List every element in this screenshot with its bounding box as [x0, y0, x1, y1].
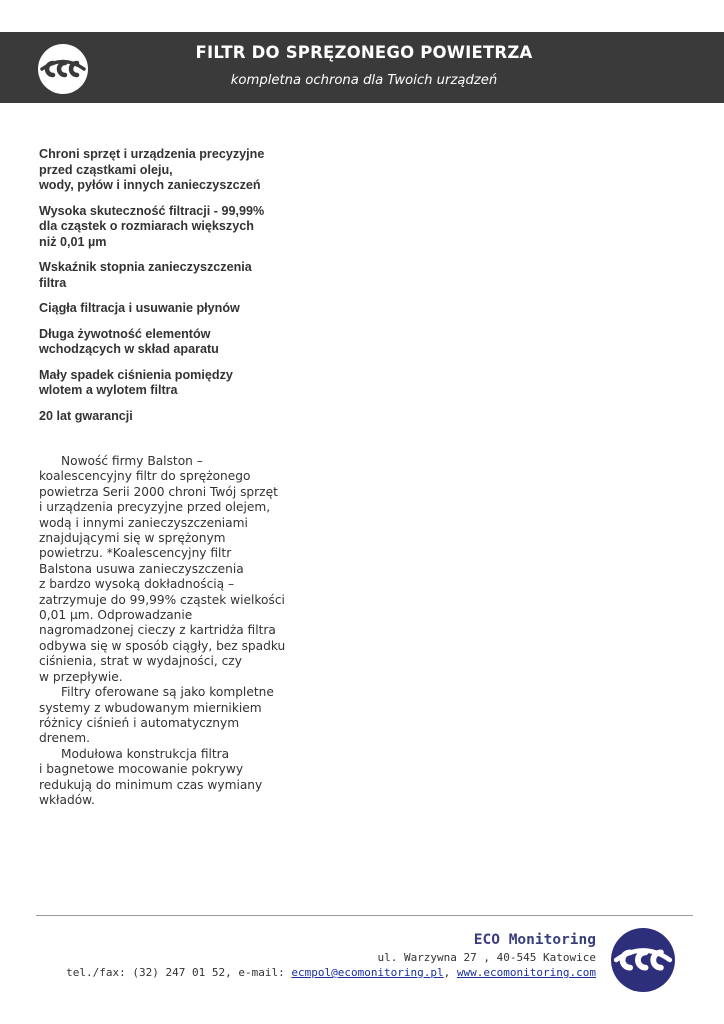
feature-line: wlotem a wylotem filtra	[39, 383, 178, 397]
page-title: FILTR DO SPRĘZONEGO POWIETRZA	[195, 43, 533, 62]
body-line: koalescencyjny filtr do sprężonego	[39, 469, 251, 484]
body-line: różnicy ciśnień i automatycznym	[39, 715, 240, 730]
company-contact	[66, 966, 596, 979]
body-line: Nowość firmy Balston –	[61, 454, 203, 468]
body-line: znajdującymi się w sprężonym	[39, 531, 226, 546]
body-line: wkładów.	[39, 792, 95, 806]
body-paragraph	[39, 454, 289, 685]
body-line: 0,01 µm. Odprowadzanie	[39, 608, 193, 623]
body-line: w przepływie.	[39, 669, 123, 684]
feature-line: dla cząstek o rozmiarach większych	[39, 219, 254, 233]
body-line: powietrza Serii 2000 chroni Twój sprzęt	[39, 484, 278, 499]
body-line: systemy z wbudowanym miernikiem	[39, 700, 262, 715]
footer-divider	[36, 915, 693, 916]
feature-item	[39, 301, 309, 317]
body-line: nagromadzonej cieczy z kartridża filtra	[39, 623, 276, 638]
body-line: ciśnienia, strat w wydajności, czy	[39, 654, 242, 669]
feature-line: Mały spadek ciśnienia pomiędzy	[39, 367, 233, 382]
header-banner	[0, 32, 724, 103]
feature-item	[39, 409, 309, 425]
body-line: i bagnetowe mocowanie pokrywy	[39, 762, 244, 777]
company-name: ECO Monitoring	[473, 932, 596, 948]
feature-line: Chroni sprzęt i urządzenia precyzyjne	[39, 147, 265, 161]
contact-separator: ,	[443, 966, 457, 979]
body-line: i urządzenia precyzyjne przed olejem,	[39, 500, 271, 515]
feature-line: wchodzących w skład aparatu	[39, 342, 219, 356]
body-text	[39, 454, 289, 806]
feature-list	[39, 147, 309, 434]
body-line: Balstona usuwa zanieczyszczenia	[39, 561, 244, 576]
feature-line: wody, pyłów i innych zanieczyszczeń	[39, 178, 261, 192]
feature-line: przed cząstkami oleju,	[39, 162, 173, 177]
email-link[interactable]: ecmpol@ecomonitoring.pl	[291, 966, 444, 979]
body-line: wodą i innymi zanieczyszczeniami	[39, 515, 248, 530]
feature-line: Wskaźnik stopnia zanieczyszczenia	[39, 260, 252, 274]
body-line: odbywa się w sposób ciągły, bez spadku	[39, 638, 286, 653]
body-line: redukują do minimum czas wymiany	[39, 777, 263, 792]
feature-line: filtra	[39, 275, 67, 290]
company-address: ul. Warzywna 27 , 40-545 Katowice	[377, 951, 596, 964]
eco-monitoring-logo-icon	[611, 928, 675, 992]
body-line: Modułowa konstrukcja filtra	[61, 746, 230, 761]
feature-line: 20 lat gwarancji	[39, 408, 133, 423]
body-line: powietrzu. *Koalescencyjny filtr	[39, 546, 232, 561]
body-line: Filtry oferowane są jako kompletne	[61, 685, 274, 700]
contact-prefix: tel./fax: (32) 247 01 52, e-mail:	[66, 966, 292, 979]
eco-logo-icon	[38, 44, 88, 94]
feature-item	[39, 327, 309, 358]
feature-line: niż 0,01 µm	[39, 234, 107, 249]
feature-item	[39, 368, 309, 399]
body-line: drenem.	[39, 731, 90, 746]
feature-line: Wysoka skuteczność filtracji - 99,99%	[39, 203, 265, 218]
feature-line: Długa żywotność elementów	[39, 326, 211, 341]
body-line: zatrzymuje do 99,99% cząstek wielkości	[39, 592, 285, 607]
feature-item	[39, 147, 309, 194]
body-line: z bardzo wysoką dokładnością –	[39, 577, 235, 592]
body-paragraph	[39, 747, 289, 806]
body-paragraph	[39, 685, 289, 747]
feature-line: Ciągła filtracja i usuwanie płynów	[39, 301, 240, 315]
feature-item	[39, 204, 309, 251]
page-subtitle: kompletna ochrona dla Twoich urządzeń	[230, 73, 498, 88]
website-link[interactable]: www.ecomonitoring.com	[456, 966, 596, 979]
feature-item	[39, 260, 309, 291]
